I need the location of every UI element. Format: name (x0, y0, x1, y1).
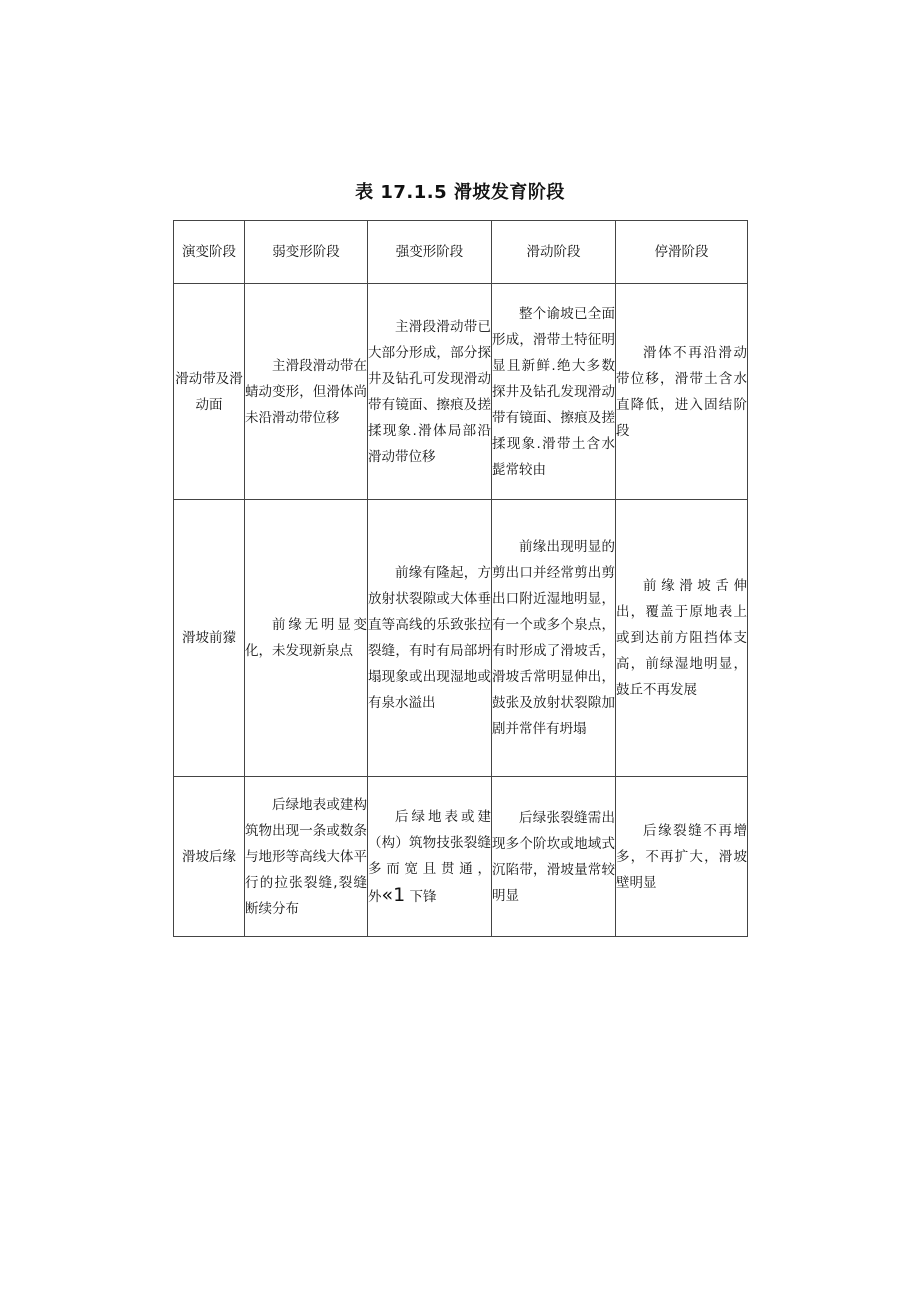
cell-front-edge-stopped: 前缘滑坡舌伸出，覆盖于原地表上或到达前方阻挡体支高，前绿湿地明显，鼓丘不再发展 (616, 500, 748, 777)
cell-rear-edge-strong-ocr-fragment: «1 (381, 883, 406, 906)
cell-rear-edge-stopped: 后缘裂缝不再增多，不再扩大，滑坡壁明显 (616, 777, 748, 937)
cell-rear-edge-strong (368, 777, 492, 937)
cell-sliding-zone-sliding: 整个谕坡已全面形成，滑带土特征明显且新鲜.绝大多数探井及钻孔发现滑动带有镜面、擦痕及搓揉现象.滑带土含水髭常较由 (492, 284, 616, 500)
cell-front-edge-strong: 前缘有隆起，方放射状裂隙或大体垂直等高线的乐致张拉裂缝，有时有局部坍塌现象或出现湿地或有泉水溢出 (368, 500, 492, 777)
cell-rear-edge-strong-text: 后绿地表或建（构）筑物技张裂缝多而宽且贯通， (368, 808, 491, 877)
table-row-sliding-zone (174, 284, 748, 500)
row-label-sliding-zone: 滑动带及滑动面 (174, 284, 245, 500)
landslide-stage-table (173, 220, 748, 937)
header-weak-deformation: 弱变形阶段 (245, 221, 368, 284)
cell-rear-edge-strong-suffix: 下锋 (405, 888, 437, 905)
row-label-rear-edge: 滑坡后缘 (174, 777, 245, 937)
header-stopped-stage: 停滑阶段 (616, 221, 748, 284)
cell-rear-edge-strong-prefix: 外 (368, 888, 382, 905)
header-strong-deformation: 强变形阶段 (368, 221, 492, 284)
cell-rear-edge-sliding: 后绿张裂缝需出现多个阶坎或地域式沉陷带，滑坡量常较明显 (492, 777, 616, 937)
cell-sliding-zone-strong: 主滑段滑动带已大部分形成，部分探井及钻孔可发现滑动带有镜面、擦痕及搓揉现象.滑体局部沿滑动带位移 (368, 284, 492, 500)
table-title: 表 17.1.5 滑坡发育阶段 (355, 182, 565, 203)
cell-rear-edge-weak: 后绿地表或建构筑物出现一条或数条与地形等高线大体平行的拉张裂缝,裂缝断续分布 (245, 777, 368, 937)
header-evolution-stage: 演变阶段 (174, 221, 245, 284)
table-row-rear-edge (174, 777, 748, 937)
cell-front-edge-weak: 前缘无明显变化，未发现新泉点 (245, 500, 368, 777)
header-row (174, 221, 748, 284)
cell-front-edge-sliding: 前缘出现明显的剪出口并经常剪出剪出口附近湿地明显，有一个或多个泉点，有时形成了滑坡舌，滑坡舌常明显伸出，鼓张及放射状裂隙加剧并常伴有坍塌 (492, 500, 616, 777)
table-row-front-edge (174, 500, 748, 777)
cell-sliding-zone-stopped: 滑体不再沿滑动带位移，滑带土含水直降低，进入固结阶段 (616, 284, 748, 500)
cell-sliding-zone-weak: 主滑段滑动带在蜻动变形，但滑体尚未沿滑动带位移 (245, 284, 368, 500)
header-sliding-stage: 滑动阶段 (492, 221, 616, 284)
row-label-front-edge: 滑坡前獴 (174, 500, 245, 777)
